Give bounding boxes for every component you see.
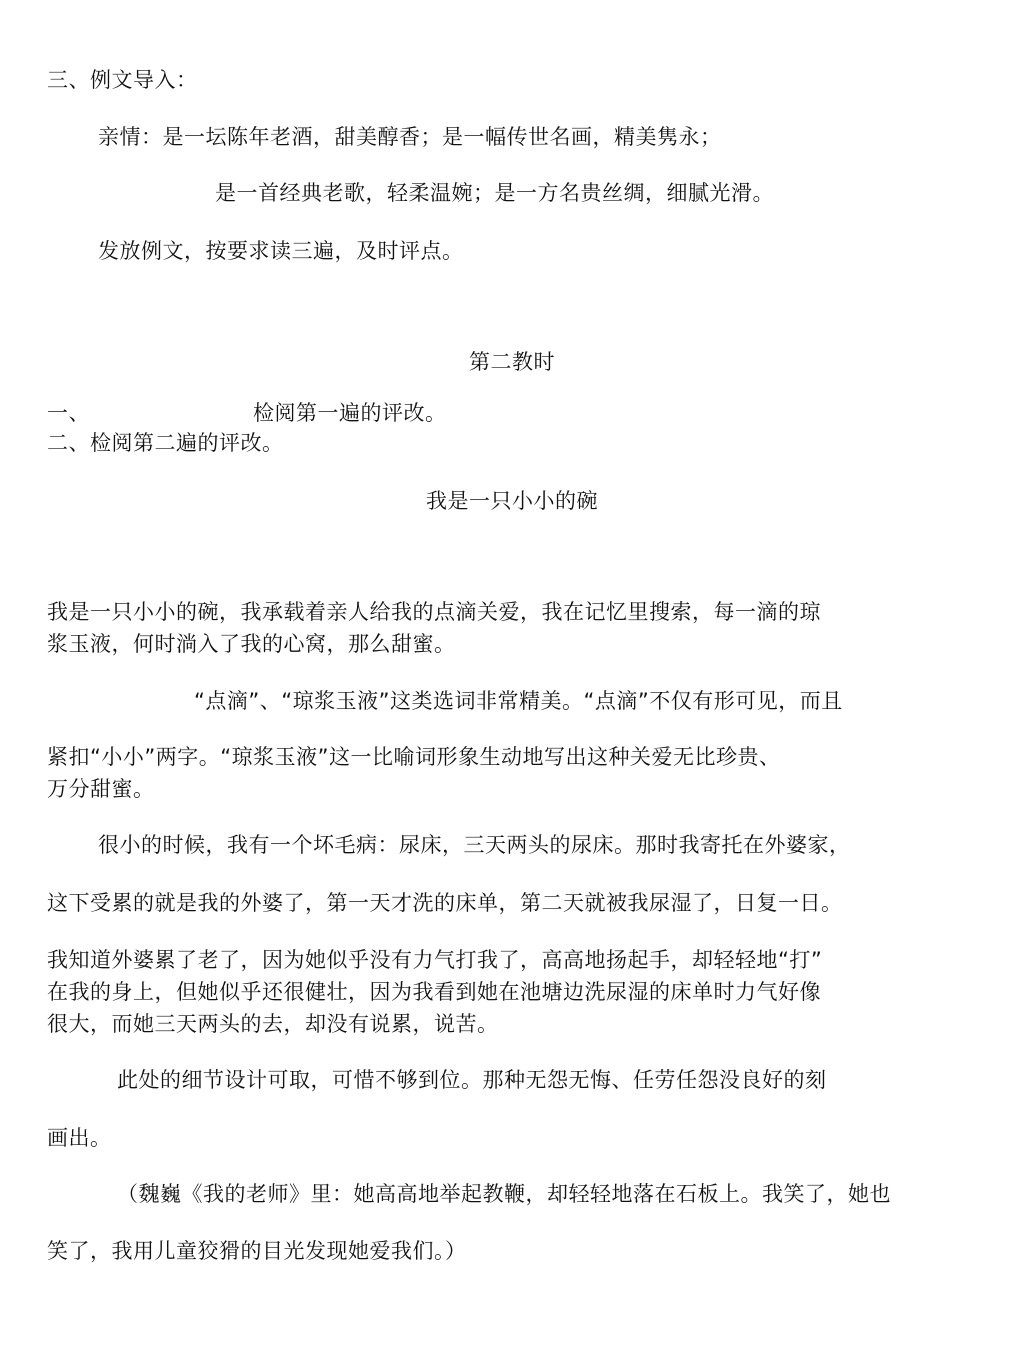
lesson2-title: 第二教时 — [469, 350, 555, 374]
lesson2-item2: 二、检阅第二遍的评改。 — [47, 431, 284, 455]
comment-3-line-2: 笑了，我用儿童狡猾的目光发现她爱我们。） — [47, 1239, 467, 1263]
example-line-2: 是一首经典老歌，轻柔温婉；是一方名贵丝绸，细腻光滑。 — [215, 181, 774, 205]
essay-paragraph-3-line-3: 很大，而她三天两头的去，却没有说累，说苦。 — [47, 1012, 499, 1036]
comment-2-line-2: 画出。 — [47, 1126, 112, 1150]
comment-3-line-1: （魏巍《我的老师》里：她高高地举起教鞭，却轻轻地落在石板上。我笑了，她也 — [117, 1182, 891, 1206]
example-line-1: 亲情：是一坛陈年老酒，甜美醇香；是一幅传世名画，精美隽永； — [98, 125, 722, 149]
lesson2-item1-number: 一、 — [47, 401, 90, 425]
essay-paragraph-1-line-1: 我是一只小小的碗，我承载着亲人给我的点滴关爱，我在记忆里搜索，每一滴的琼 — [47, 600, 821, 624]
essay-paragraph-2-line-2: 这下受累的就是我的外婆了，第一天才洗的床单，第二天就被我尿湿了，日复一日。 — [47, 891, 843, 915]
section3-heading: 三、例文导入： — [47, 68, 198, 92]
comment-1-line-1: “点滴”、“琼浆玉液”这类选词非常精美。“点滴”不仅有形可见，而且 — [194, 689, 843, 713]
lesson2-item1-text: 检阅第一遍的评改。 — [253, 401, 447, 425]
essay-paragraph-1-line-2: 浆玉液，何时淌入了我的心窝，那么甜蜜。 — [47, 632, 456, 656]
comment-1-line-2: 紧扣“小小”两字。“琼浆玉液”这一比喻词形象生动地写出这种关爱无比珍贵、 — [47, 745, 781, 769]
example-instruction: 发放例文，按要求读三遍，及时评点。 — [98, 239, 464, 263]
essay-paragraph-3-line-2: 在我的身上，但她似乎还很健壮，因为我看到她在池塘边洗尿湿的床单时力气好像 — [47, 980, 821, 1004]
comment-1-line-3: 万分甜蜜。 — [47, 777, 155, 801]
essay-paragraph-2-line-1: 很小的时候，我有一个坏毛病：尿床，三天两头的尿床。那时我寄托在外婆家， — [98, 833, 851, 857]
essay-title: 我是一只小小的碗 — [426, 489, 598, 513]
essay-paragraph-3-line-1: 我知道外婆累了老了，因为她似乎没有力气打我了，高高地扬起手，却轻轻地“打” — [47, 948, 823, 972]
comment-2-line-1: 此处的细节设计可取，可惜不够到位。那种无怨无悔、任劳任怨没良好的刻 — [117, 1068, 827, 1092]
